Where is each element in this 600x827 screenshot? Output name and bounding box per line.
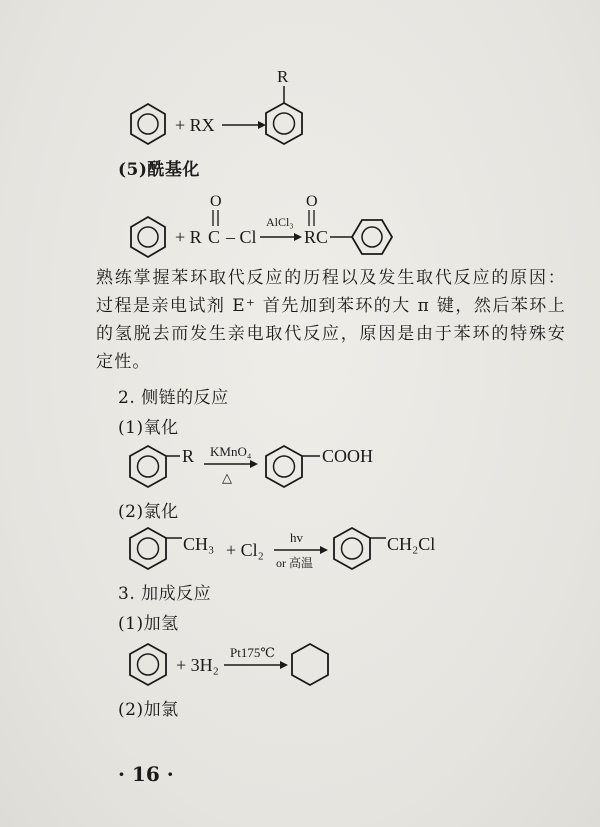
cyclohexane-ring-icon	[292, 644, 328, 685]
oxidation-product: COOH	[322, 446, 374, 466]
oxidation-r: R	[182, 446, 195, 466]
acylation-carbon: C	[208, 227, 221, 247]
acylation-product-rc: RC	[304, 227, 329, 247]
benzene-ring-icon	[334, 528, 370, 569]
benzene-ring-icon	[130, 528, 166, 569]
acylation-plus-r: + R	[175, 227, 202, 247]
section-side-chain: 2. 侧链的反应	[118, 388, 229, 408]
acylation-carbonyl-o: O	[210, 193, 222, 210]
section-hydrogenation: (1)加氢	[118, 614, 179, 634]
benzene-ring-icon	[130, 446, 166, 487]
reaction-arrow	[260, 233, 302, 241]
explanation-paragraph: 熟练掌握苯环取代反应的历程以及发生取代反应的原因：过程是亲电试剂 E⁺ 首先加到苯环的大 π 键，然后苯环上的氢脱去而发生亲电取代反应，原因是由于苯环的特殊安定性。	[96, 268, 566, 372]
section-add-chlorine: (2)加氯	[118, 700, 179, 720]
chlorination-product: CH₂Cl	[387, 534, 436, 554]
acylation-scheme	[0, 188, 600, 268]
page-number: · 16 ·	[118, 762, 174, 786]
alkylation-reagent: + RX	[175, 115, 215, 135]
alkylation-substituent: R	[277, 67, 289, 86]
reaction-arrow	[204, 460, 258, 468]
alkylation-scheme	[0, 60, 600, 160]
oxidation-scheme	[0, 440, 600, 500]
benzene-ring-icon	[266, 446, 302, 487]
section-chlorination: (2)氯化	[118, 502, 179, 522]
chlorination-methyl: CH₃	[183, 534, 215, 554]
section-oxidation: (1)氧化	[118, 418, 179, 438]
oxidation-condition: △	[222, 470, 232, 485]
chlorination-scheme	[0, 522, 600, 582]
acylation-product-o: O	[306, 193, 318, 210]
hydrogenation-condition: Pt175℃	[230, 645, 275, 660]
section-acylation: (5)酰基化	[118, 160, 200, 180]
acylation-chloride: – Cl	[226, 227, 257, 247]
benzene-ring-icon	[352, 220, 392, 254]
reaction-arrow	[222, 121, 266, 129]
chlorination-reagent: + Cl₂	[226, 540, 264, 560]
benzene-ring-icon	[131, 217, 165, 257]
hydrogenation-reagent: + 3H₂	[176, 655, 219, 675]
section-addition: 3. 加成反应	[118, 584, 212, 604]
benzene-ring-icon	[266, 86, 302, 144]
acylation-catalyst: AlCl₃	[266, 215, 294, 229]
benzene-ring-icon	[130, 644, 166, 685]
reaction-arrow	[224, 661, 288, 669]
chlorination-condition-bottom: or 高温	[276, 556, 313, 570]
reaction-arrow	[274, 546, 328, 554]
benzene-ring-icon	[131, 104, 165, 144]
oxidation-reagent: KMnO₄	[210, 444, 252, 459]
hydrogenation-scheme	[0, 638, 600, 694]
chlorination-condition-top: hv	[290, 530, 303, 545]
